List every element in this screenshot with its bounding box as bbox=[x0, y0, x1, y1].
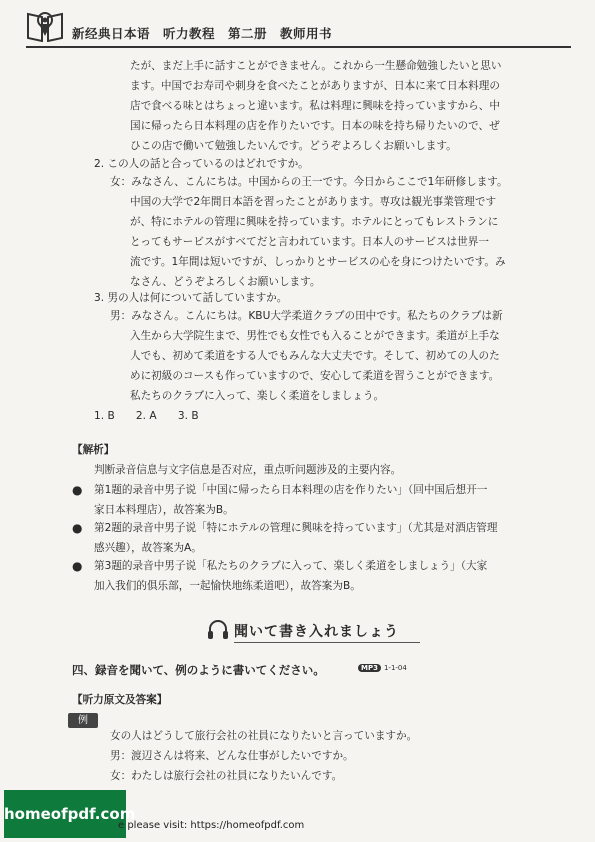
q3-line-1: 男：みなさん。こんにちは。KBU大学柔道クラブの田中です。私たちのクラブは新 bbox=[110, 310, 503, 322]
q3-line-2: 入生から大学院生まで、男性でも女性でも入ることができます。柔道が上手な bbox=[130, 330, 500, 342]
source-line-2: 男：渡辺さんは将来、どんな仕事がしたいですか。 bbox=[110, 750, 354, 762]
banner-title: 聞いて書き入れましょう bbox=[234, 624, 399, 640]
analysis-item-2-line-2: 感兴趣），故答案为A。 bbox=[94, 542, 202, 554]
q2-line-3: が、特にホテルの管理に興味を持っています。ホテルにとってもレストランに bbox=[130, 216, 499, 228]
example-label: 例 bbox=[68, 713, 98, 728]
bullet-icon: ● bbox=[72, 521, 83, 535]
analysis-item-1-line-2: 家日本料理店），故答案为B。 bbox=[94, 504, 234, 516]
analysis-item-3-line-2: 加入我们的俱乐部，一起愉快地练柔道吧），故答案为B。 bbox=[94, 580, 361, 592]
passage1-line-3: 店で食べる味とはちょっと違います。私は料理に興味を持っていますから、中 bbox=[130, 100, 500, 112]
source-line-1: 女の人はどうして旅行会社の社員になりたいと言っていますか。 bbox=[110, 730, 418, 742]
banner-underline bbox=[234, 642, 420, 643]
page-header bbox=[26, 8, 571, 48]
bullet-icon: ● bbox=[72, 483, 83, 497]
analysis-intro: 判断录音信息与文字信息是否对应，重点听问题涉及的主要内容。 bbox=[94, 464, 402, 476]
audio-track-badge: MP3 bbox=[358, 664, 381, 672]
q3-line-3: 人でも、初めて柔道をする人でもみんな大丈夫です。そして、初めての人のた bbox=[130, 350, 500, 362]
header-divider bbox=[26, 46, 571, 48]
q2-line-4: とってもサービスがすべてだと言われています。日本人のサービスは世界一 bbox=[130, 236, 489, 248]
q2-line-2: 中国の大学で2年間日本語を習ったことがあります。専攻は観光事業管理です bbox=[130, 196, 497, 208]
q2-line-6: なさん、どうぞよろしくお願いします。 bbox=[130, 276, 321, 288]
analysis-item-2-line-1: 第2题的录音中男子说「特にホテルの管理に興味を持っています」（尤其是对酒店管理 bbox=[94, 522, 498, 534]
section-banner bbox=[206, 616, 426, 646]
answer-key: 1. B 2. A 3. B bbox=[94, 410, 199, 422]
source-heading: 【听力原文及答案】 bbox=[72, 694, 168, 706]
q3-line-4: めに初級のコースも作っていますので、安心して柔道を習うことができます。 bbox=[130, 370, 500, 382]
passage1-line-4: 国に帰ったら日本料理の店を作りたいです。日本の味を持ち帰りたいので、ぜ bbox=[130, 120, 500, 132]
section-4-title: 四、録音を聞いて、例のように書いてください。 bbox=[72, 663, 325, 677]
analysis-item-1-line-1: 第1题的录音中男子说「中国に帰ったら日本料理の店を作りたい」（回中国后想开一 bbox=[94, 484, 488, 496]
audio-track bbox=[358, 664, 407, 672]
book-map-pin-icon bbox=[26, 8, 64, 42]
q2-line-1: 女：みなさん、こんにちは。中国からの王一です。今日からここで1年研修します。 bbox=[110, 176, 508, 188]
headphones-icon bbox=[206, 618, 230, 642]
brand-logo: homeofpdf.com bbox=[4, 790, 126, 838]
analysis-item-3-line-1: 第3题的录音中男子说「私たちのクラブに入って、楽しく柔道をしましょう」（大家 bbox=[94, 560, 488, 572]
q2-line-5: 流です。1年間は短いですが、しっかりとサービスの心を身につけたいです。み bbox=[130, 256, 506, 268]
passage1-line-2: ます。中国でお寿司や刺身を食べたことがありますが、日本に来て日本料理の bbox=[130, 80, 500, 92]
analysis-heading: 【解析】 bbox=[72, 444, 115, 456]
question-2: 2. この人の話と合っているのはどれですか。 bbox=[94, 158, 309, 170]
footer-link-text[interactable]: e please visit: https://homeofpdf.com bbox=[118, 820, 305, 831]
passage1-line-5: ひこの店で働いて勉強したいんです。どうぞよろしくお願いします。 bbox=[130, 140, 457, 152]
q3-line-5: 私たちのクラブに入って、楽しく柔道をしましょう。 bbox=[130, 390, 385, 402]
header-title: 新经典日本语 听力教程 第二册 教师用书 bbox=[72, 26, 333, 41]
passage1-line-1: たが、まだ上手に話すことができません。これから一生懸命勉強したいと思い bbox=[130, 60, 502, 72]
audio-track-number: 1-1-04 bbox=[383, 664, 407, 672]
source-line-3: 女：わたしは旅行会社の社員になりたいんです。 bbox=[110, 770, 343, 782]
question-3: 3. 男の人は何について話していますか。 bbox=[94, 292, 288, 304]
bullet-icon: ● bbox=[72, 559, 83, 573]
